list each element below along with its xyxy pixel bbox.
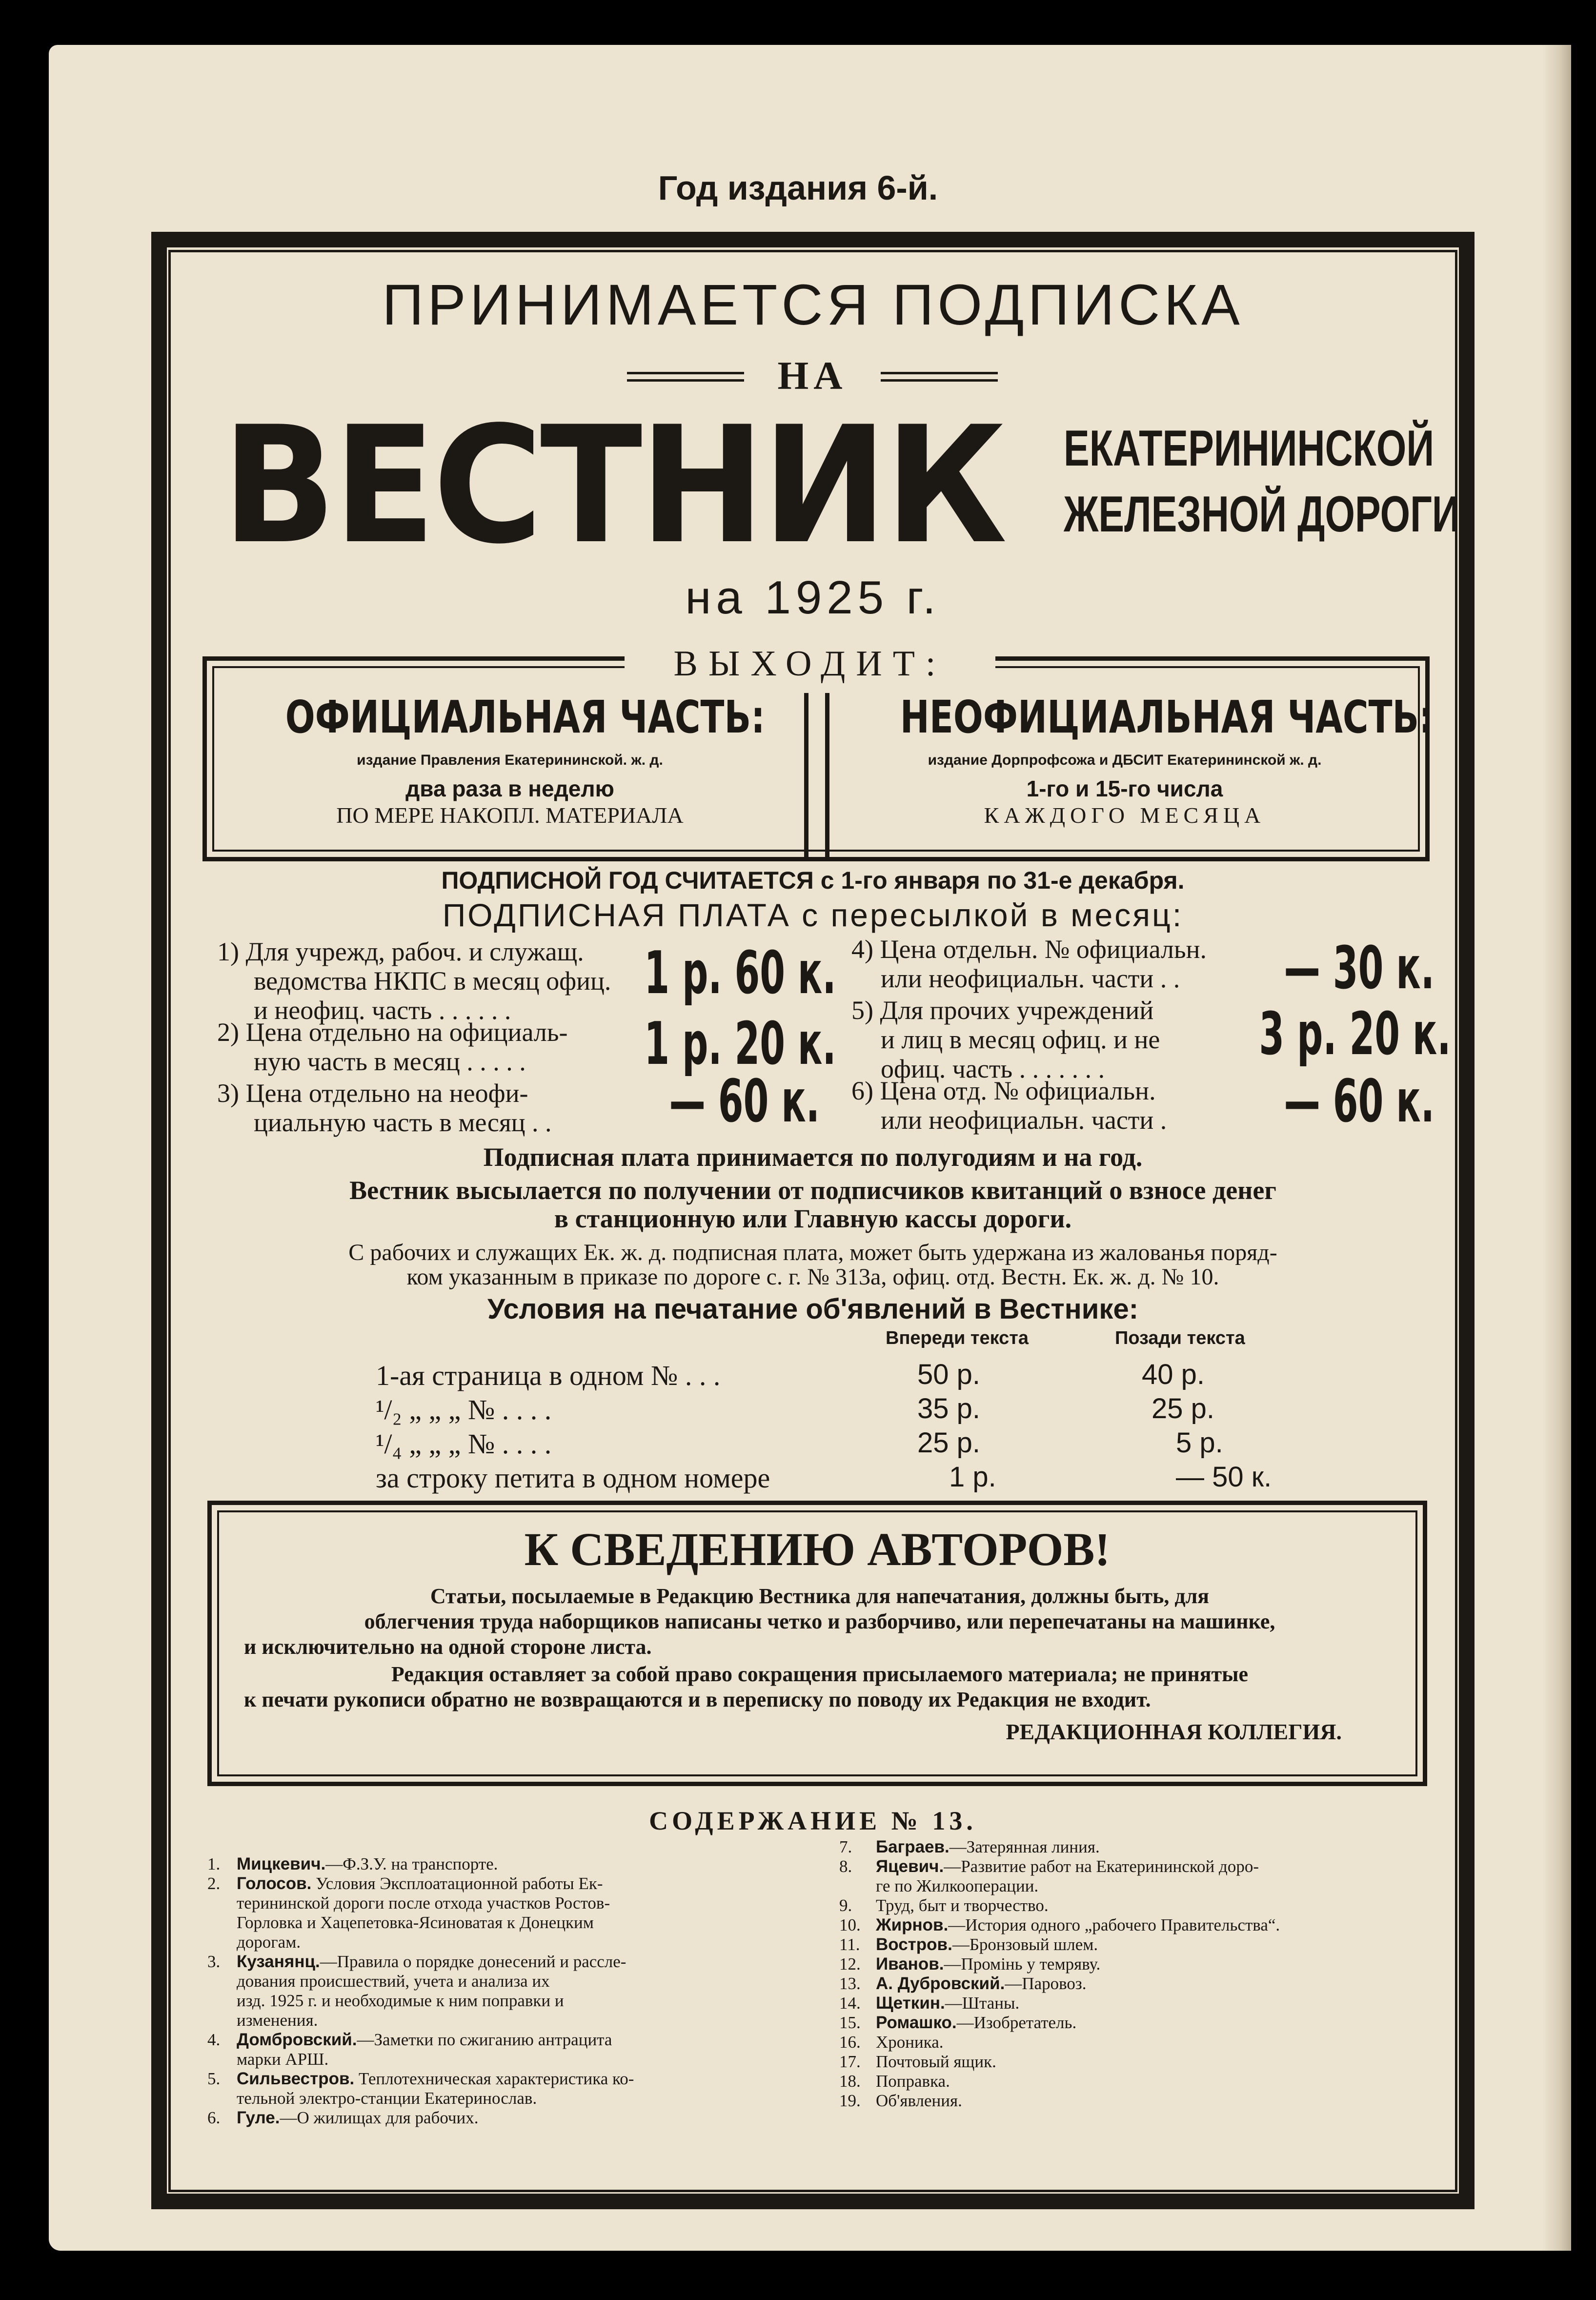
contents-item-number: 2. xyxy=(207,1874,221,1893)
contents-item-title: —Промінь у темряву. xyxy=(944,1954,1101,1974)
authors-notice-p2-l2: к печати рукописи обратно не возвращаются и в переписку по поводу их Редакция не входит. xyxy=(244,1688,1151,1711)
contents-item-number: 6. xyxy=(207,2108,221,2127)
official-part-title: ОФИЦИАЛЬНАЯ ЧАСТЬ: xyxy=(285,691,765,743)
unofficial-note: КАЖДОГО МЕСЯЦА xyxy=(984,803,1266,828)
contents-item-author: Домбровский. xyxy=(237,2030,357,2049)
ads-row-front: 50 р. xyxy=(917,1359,980,1390)
contents-item xyxy=(839,1994,1444,2013)
price-item-1-value: 1 р. 60 к. xyxy=(644,939,836,1007)
unofficial-frequency: 1-го и 15-го числа xyxy=(1026,776,1223,801)
contents-item-title: —О жилищах для рабочих. xyxy=(280,2108,479,2127)
contents-item xyxy=(839,1857,1444,1876)
price-item-6 xyxy=(851,1076,1167,1135)
ads-col-front: Впереди текста xyxy=(886,1328,1029,1348)
contents-item-continued: ге по Жилкооперации. xyxy=(876,1876,1039,1895)
official-frequency: два раза в неделю xyxy=(405,776,614,801)
contents-item-author: Баграев. xyxy=(876,1837,950,1856)
price-item-3-value: — 60 к. xyxy=(669,1068,820,1136)
contents-item xyxy=(839,1896,1444,1915)
authors-notice-p2-l1: Редакция оставляет за собой право сокращения присылаемого материала; не принятые xyxy=(391,1662,1249,1686)
contents-item-title: —Правила о порядке донесений и рассле- xyxy=(320,1952,626,1971)
ads-row-front: 1 р. xyxy=(949,1461,996,1493)
sending-note-1: Вестник высылается по получении от подписчиков квитанций о взносе денег xyxy=(349,1176,1276,1205)
ads-row-back: — 50 к. xyxy=(1176,1461,1272,1493)
contents-item xyxy=(839,1837,1444,1857)
official-note: ПО МЕРЕ НАКОПЛ. МАТЕРИАЛА xyxy=(336,803,684,828)
contents-item xyxy=(839,1935,1444,1954)
contents-item-number: 16. xyxy=(839,2033,861,2052)
price-item-5 xyxy=(851,996,1160,1083)
contents-item-continued: изд. 1925 г. и необходимые к ним поправки и xyxy=(237,1991,564,2010)
contents-item xyxy=(207,2069,812,2089)
contents-item-author: Сильвестров. xyxy=(237,2069,355,2088)
contents-item-title: —Развитие работ на Екатерининской доро- xyxy=(944,1857,1259,1876)
contents-item-title: Условия Эксплоатационной работы Ек- xyxy=(311,1874,603,1893)
price-item-5-line3: офиц. часть . . . . . . . xyxy=(881,1054,1105,1083)
contents-item-number: 15. xyxy=(839,2013,861,2032)
contents-item-number: 7. xyxy=(839,1837,852,1856)
contents-item-continued: тельной электро-станции Екатеринослав. xyxy=(237,2089,537,2108)
unofficial-part-title: НЕОФИЦИАЛЬНАЯ ЧАСТЬ: xyxy=(900,691,1433,743)
salary-note-1: С рабочих и служащих Ек. ж. д. подписная плата, может быть удержана из жалованья поряд- xyxy=(348,1240,1277,1265)
contents-item-continued: изменения. xyxy=(237,2011,318,2030)
price-item-6-value: — 60 к. xyxy=(1284,1068,1434,1136)
contents-item-title: —Штаны. xyxy=(945,1994,1020,2013)
price-item-4-line2: или неофициальн. части . . xyxy=(881,964,1180,993)
price-item-2-line2: ную часть в месяц . . . . . xyxy=(254,1047,526,1076)
contents-item-author: Мицкевич. xyxy=(237,1854,326,1873)
price-item-1-line1: 1) Для учрежд, рабоч. и служащ. xyxy=(217,937,584,966)
contents-item-title: Теплотехническая характеристика ко- xyxy=(354,2069,634,2088)
ads-row-back: 40 р. xyxy=(1142,1359,1205,1390)
contents-item-title: Почтовый ящик. xyxy=(876,2052,996,2071)
contents-item xyxy=(839,2072,1444,2091)
contents-item xyxy=(207,1854,812,1874)
contents-item-author: Голосов. xyxy=(237,1874,312,1893)
contents-item-number: 9. xyxy=(839,1896,852,1915)
authors-notice-p1-l3: и исключительно на одной стороне листа. xyxy=(244,1635,652,1659)
price-item-2 xyxy=(217,1018,567,1076)
contents-item-title: —Бронзовый шлем. xyxy=(952,1935,1098,1954)
rule-left xyxy=(627,372,744,382)
rule-right xyxy=(881,372,998,382)
contents-item-number: 10. xyxy=(839,1915,861,1934)
contents-item xyxy=(839,1915,1444,1935)
contents-item xyxy=(839,1954,1444,1974)
paper-fold-edge xyxy=(1542,45,1571,2251)
price-item-5-line2: и лиц в месяц офиц. и не xyxy=(881,1025,1160,1054)
half-year-note: Подписная плата принимается по полугодиям и на год. xyxy=(483,1142,1143,1172)
unofficial-publisher: издание Дорпрофсожа и ДБСИТ Екатерининской ж. д. xyxy=(928,752,1322,768)
contents-item-author: Жирнов. xyxy=(876,1915,949,1934)
contents-item-author: Иванов. xyxy=(876,1954,944,1974)
price-item-6-line2: или неофициальн. части . xyxy=(881,1105,1167,1135)
ads-row-label: ¹/₄ „ „ „ № . . . . xyxy=(376,1428,552,1460)
contents-item xyxy=(839,2052,1444,2072)
subscription-year: на 1925 г. xyxy=(685,571,941,624)
contents-item-author: Востров. xyxy=(876,1935,952,1954)
railway-name-line2: ЖЕЛЕЗНОЙ ДОРОГИ xyxy=(1064,486,1460,543)
contents-item xyxy=(207,2030,812,2050)
contents-item-number: 1. xyxy=(207,1854,221,1873)
contents-item-number: 3. xyxy=(207,1952,221,1971)
authors-notice-p1-l1: Статьи, посылаемые в Редакцию Вестника для напечатания, должны быть, для xyxy=(430,1584,1210,1608)
contents-item-title: —Изобретатель. xyxy=(956,2013,1077,2032)
contents-item-number: 14. xyxy=(839,1994,861,2013)
contents-item-number: 19. xyxy=(839,2091,861,2110)
ads-row-label: 1-ая страница в одном № . . . xyxy=(376,1360,721,1391)
contents-item-title: —Ф.З.У. на транспорте. xyxy=(325,1854,498,1873)
price-item-2-value: 1 р. 20 к. xyxy=(644,1010,836,1078)
contents-title: СОДЕРЖАНИЕ № 13. xyxy=(649,1806,977,1835)
railway-name-line1: ЕКАТЕРИНИНСКОЙ xyxy=(1064,420,1434,477)
price-item-4 xyxy=(851,935,1207,993)
ads-row-front: 35 р. xyxy=(917,1393,980,1425)
ads-row-front: 25 р. xyxy=(917,1427,980,1459)
on-label: НА xyxy=(777,353,848,398)
price-item-5-value: 3 р. 20 к. xyxy=(1259,1000,1451,1068)
contents-item-author: Яцевич. xyxy=(876,1857,944,1876)
ads-col-back: Позади текста xyxy=(1115,1328,1245,1348)
official-publisher: издание Правления Екатерининской. ж. д. xyxy=(357,752,663,768)
contents-left-column xyxy=(207,1854,812,2128)
contents-item-title: —Заметки по сжиганию антрацита xyxy=(357,2030,612,2049)
contents-item-author: А. Дубровский. xyxy=(876,1974,1005,1993)
contents-item-number: 4. xyxy=(207,2030,221,2049)
contents-item-number: 5. xyxy=(207,2069,221,2088)
contents-item-continued: марки АРШ. xyxy=(237,2050,329,2069)
contents-item-author: Гуле. xyxy=(237,2108,280,2127)
contents-item xyxy=(839,1974,1444,1994)
price-item-1 xyxy=(217,937,611,1025)
contents-item-title: Поправка. xyxy=(876,2072,950,2091)
ads-row-label: ¹/₂ „ „ „ № . . . . xyxy=(376,1394,552,1425)
price-item-3-line1: 3) Цена отдельно на неофи- xyxy=(217,1079,528,1108)
authors-notice-p1-l2: облегчения труда наборщиков написаны четко и разборчиво, или перепечатаны на машинке, xyxy=(364,1609,1275,1633)
contents-item-title: Об'явления. xyxy=(876,2091,962,2110)
contents-item xyxy=(839,2091,1444,2111)
authors-notice-signature: РЕДАКЦИОННАЯ КОЛЛЕГИЯ. xyxy=(1006,1719,1342,1744)
edition-year: Год издания 6-й. xyxy=(658,169,938,207)
ads-row-back: 25 р. xyxy=(1152,1393,1214,1425)
contents-item-continued: Горловка и Хацепетовка-Ясиноватая к Донецким xyxy=(237,1913,594,1932)
contents-item-number: 8. xyxy=(839,1857,852,1876)
price-item-1-line2: ведомства НКПС в месяц офиц. xyxy=(254,966,611,996)
ads-title: Условия на печатание об'явлений в Вестнике: xyxy=(487,1293,1139,1325)
subscription-heading: ПРИНИМАЕТСЯ ПОДПИСКА xyxy=(382,273,1244,337)
contents-item-author: Ромашко. xyxy=(876,2013,957,2032)
price-item-1-line3: и неофиц. часть . . . . . . xyxy=(254,996,511,1025)
contents-item-number: 11. xyxy=(839,1935,860,1954)
contents-right-column xyxy=(839,1837,1444,2111)
contents-item-title: —История одного „рабочего Правительства“. xyxy=(948,1915,1280,1934)
price-item-5-line1: 5) Для прочих учреждений xyxy=(851,996,1154,1025)
contents-item-continued: дорогам. xyxy=(237,1933,301,1952)
price-item-3 xyxy=(217,1079,552,1137)
authors-notice-title: К СВЕДЕНИЮ АВТОРОВ! xyxy=(524,1523,1111,1575)
contents-item xyxy=(839,2013,1444,2033)
salary-note-2: ком указанным в приказе по дороге с. г. № 313а, офиц. отд. Вестн. Ек. ж. д. № 10. xyxy=(406,1264,1219,1290)
issue-label: ВЫХОДИТ: xyxy=(625,643,995,684)
vestnik-title: ВЕСТНИК xyxy=(222,392,1005,579)
subscription-fee-line: ПОДПИСНАЯ ПЛАТА с пересылкой в месяц: xyxy=(442,897,1184,933)
ads-row-back: 5 р. xyxy=(1176,1427,1223,1459)
subscription-year-line: ПОДПИСНОЙ ГОД СЧИТАЕТСЯ с 1-го января по 31-е декабря. xyxy=(441,867,1185,894)
price-item-4-line1: 4) Цена отдельн. № официальн. xyxy=(851,935,1207,964)
contents-item-number: 18. xyxy=(839,2072,861,2091)
sending-note-2: в станционную или Главную кассы дороги. xyxy=(554,1204,1072,1233)
contents-item-title: Труд, быт и творчество. xyxy=(876,1896,1049,1915)
contents-item xyxy=(839,2033,1444,2052)
contents-item-author: Кузанянц. xyxy=(237,1952,320,1971)
contents-item-number: 17. xyxy=(839,2052,861,2071)
contents-item-author: Щеткин. xyxy=(876,1994,945,2013)
contents-item-number: 12. xyxy=(839,1954,861,1974)
contents-item xyxy=(207,2108,812,2128)
contents-item-title: —Паровоз. xyxy=(1005,1974,1087,1993)
price-item-6-line1: 6) Цена отд. № официальн. xyxy=(851,1076,1156,1105)
contents-item-number: 13. xyxy=(839,1974,861,1993)
contents-item-continued: терининской дороги после отхода участков Ростов- xyxy=(237,1893,610,1913)
ads-row-label: за строку петита в одном номере xyxy=(376,1462,770,1494)
contents-item-continued: дования происшествий, учета и анализа их xyxy=(237,1972,550,1991)
price-item-2-line1: 2) Цена отдельно на официаль- xyxy=(217,1018,568,1047)
price-item-3-line2: циальную часть в месяц . . xyxy=(254,1108,552,1137)
contents-item-title: —Затерянная линия. xyxy=(949,1837,1100,1856)
issue-divider xyxy=(804,693,829,861)
contents-item xyxy=(207,1874,812,1893)
price-item-4-value: — 30 к. xyxy=(1284,935,1434,1002)
contents-item-title: Хроника. xyxy=(876,2033,944,2052)
contents-item xyxy=(207,1952,812,1972)
ads-row xyxy=(376,1360,1352,1391)
